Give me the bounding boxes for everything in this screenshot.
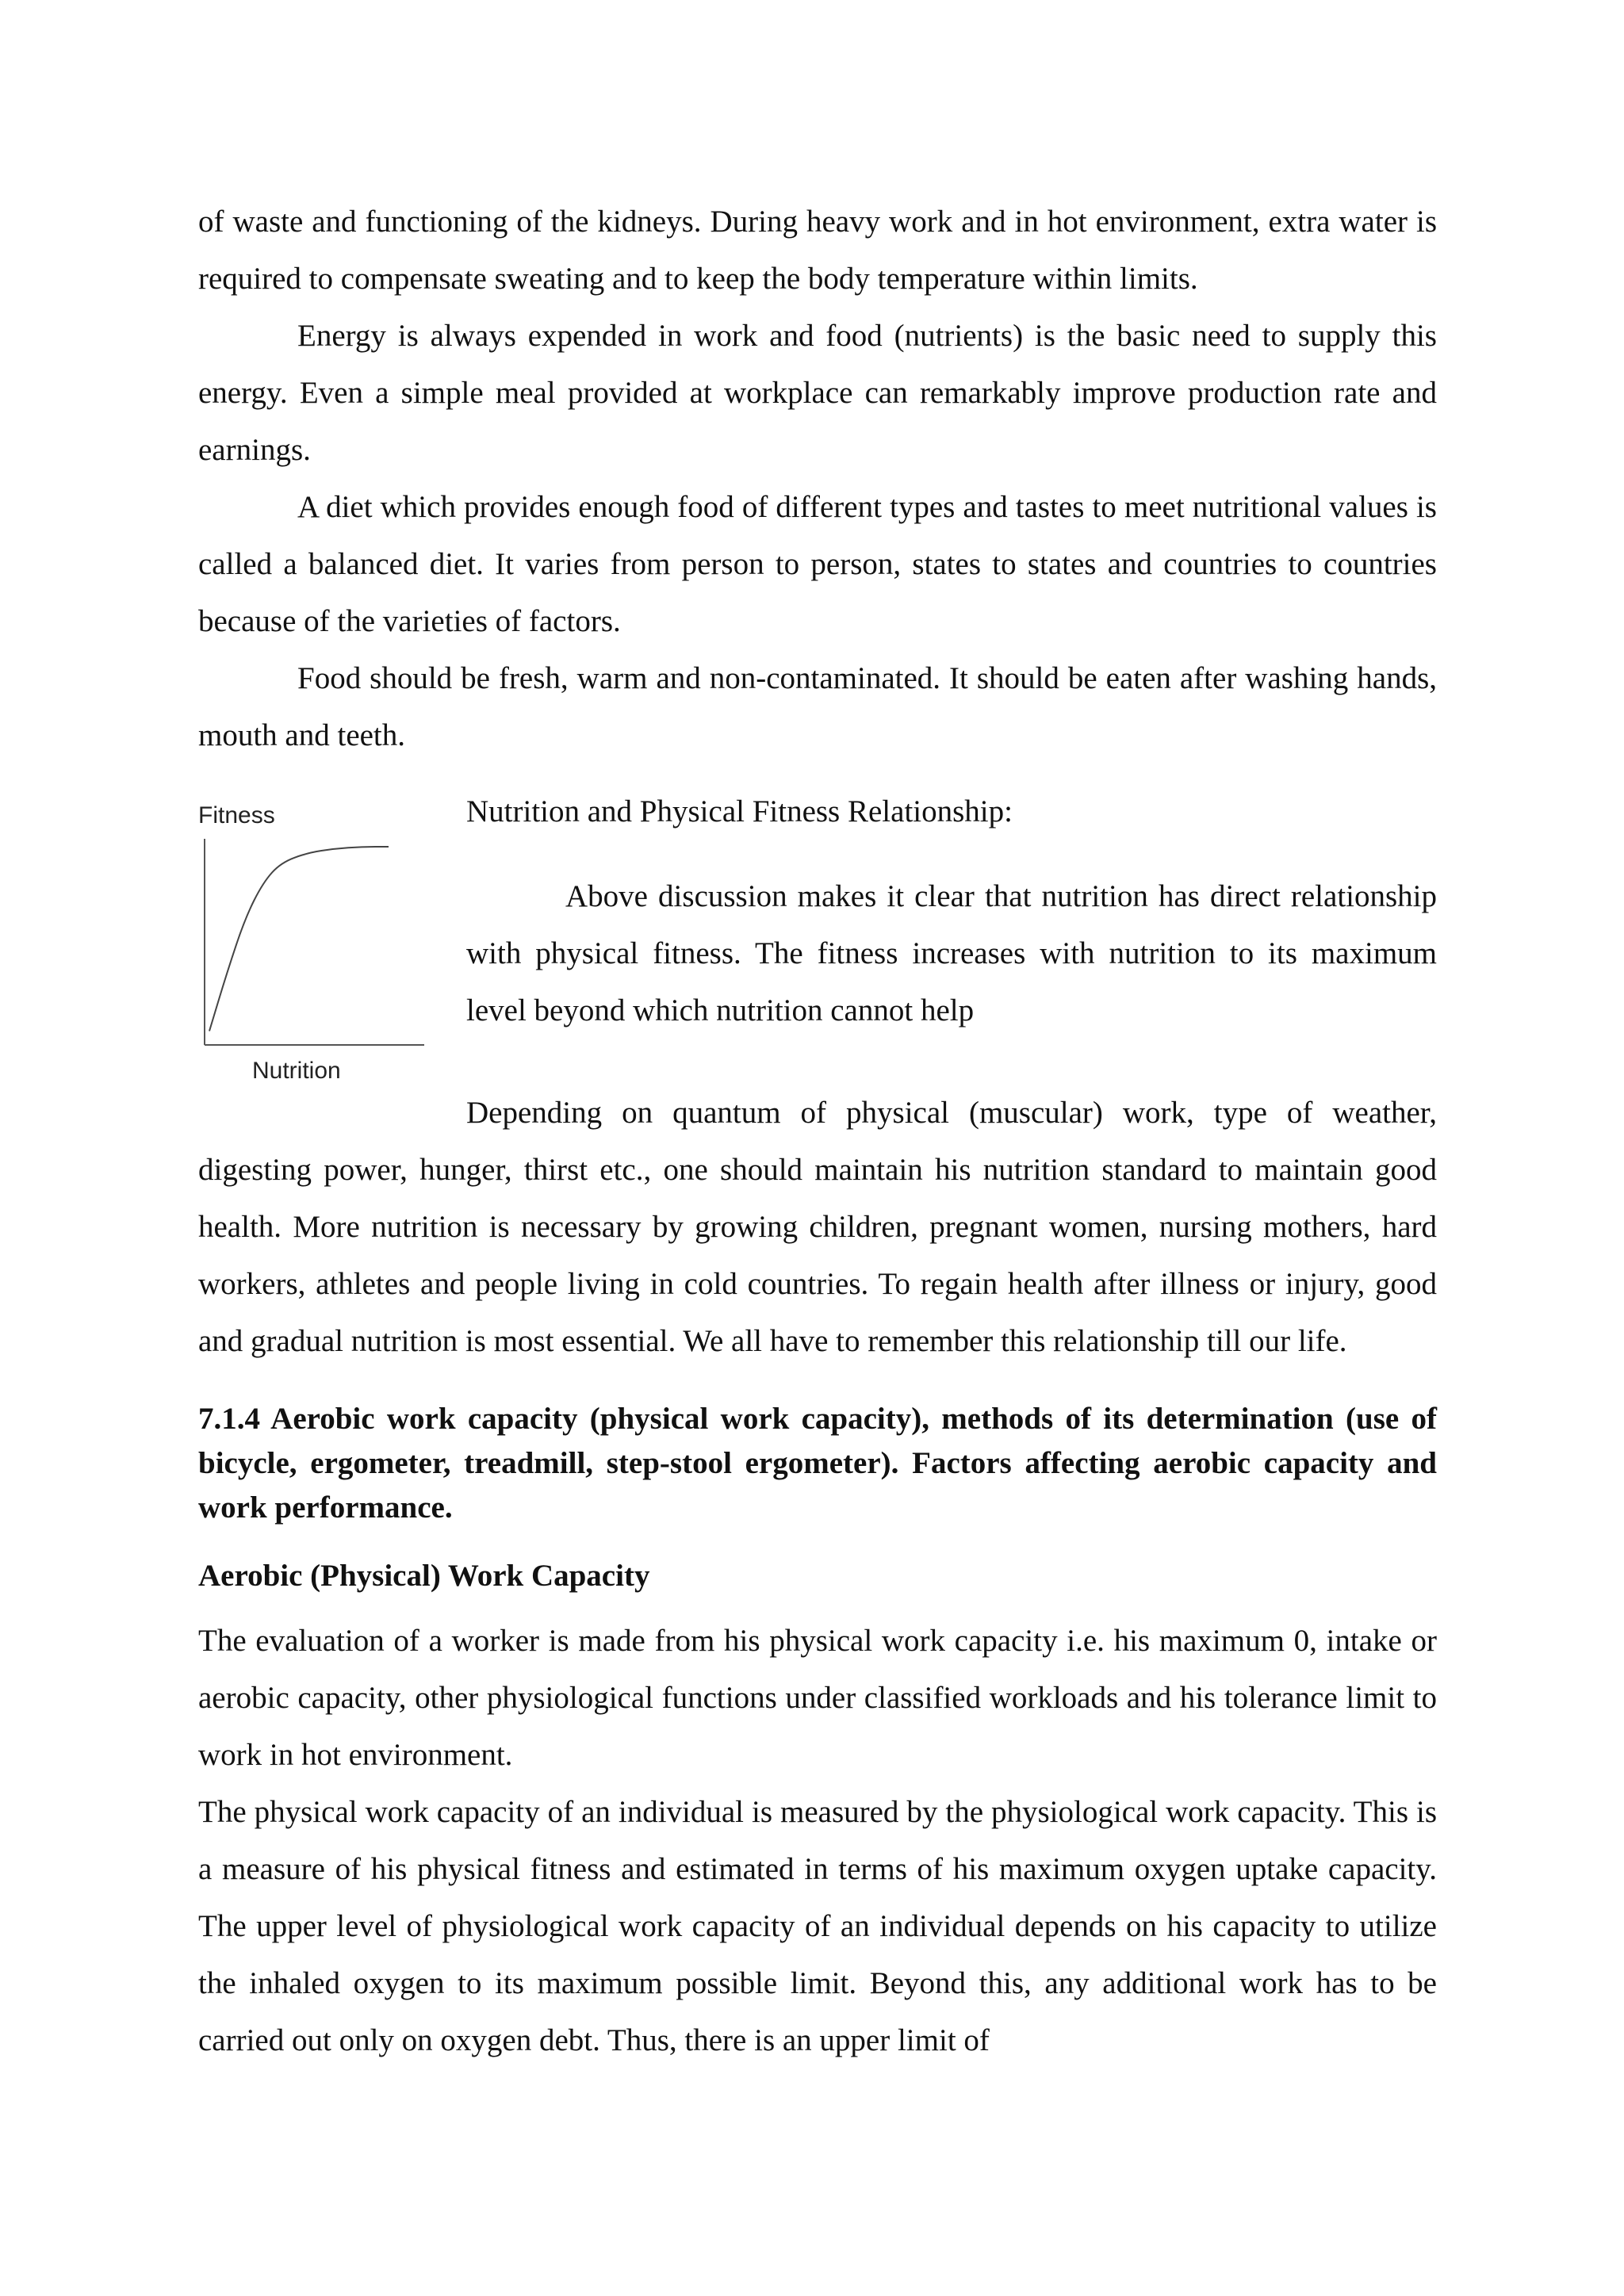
figure-row: [198, 783, 1437, 1085]
x-axis-label: Nutrition: [252, 1058, 341, 1084]
paragraph-food-fresh: Food should be fresh, warm and non-contaminated. It should be eaten after washing hands, mouth and teeth.: [198, 661, 1437, 752]
paragraph-energy: Energy is always expended in work and food (nutrients) is the basic need to supply this energy. Even a simple meal provided at workplace can remarkably improve production rate and earnings.: [198, 319, 1437, 467]
section-side-paragraph: Above discussion makes it clear that nutrition has direct relationship with physical fitness. The fitness increases with nutrition to its maximum level beyond which nutrition cannot help: [466, 879, 1437, 1027]
paragraph-after-figure: [198, 1085, 1437, 1370]
side-text-block: [466, 783, 1437, 1039]
fitness-curve: [209, 847, 389, 1031]
paragraph-balanced-diet: A diet which provides enough food of different types and tastes to meet nutritional values is called a balanced diet. It varies from person to person, states to states and countries to countries because of the varieties of factors.: [198, 490, 1437, 638]
section-heading-7-1-4: 7.1.4 Aerobic work capacity (physical work capacity), methods of its determination (use of bicycle, ergometer, treadmill, step-stool ergometer). Factors affecting aerobic capacity and work performance.: [198, 1402, 1437, 1525]
nutrition-fitness-figure: [198, 783, 436, 1085]
paragraph-waste-kidneys: of waste and functioning of the kidneys. During heavy work and in hot environment, extra water is required to compensate sweating and to keep the body temperature within limits.: [198, 205, 1437, 296]
document-page: [198, 193, 1437, 2069]
paragraph-after-figure-text: Depending on quantum of physical (muscular) work, type of weather, digesting power, hunger, thirst etc., one should maintain his nutrition standard to maintain good health. More nutrition is necessary by growing children, pregnant women, nursing mothers, hard workers, athletes and people living in cold countries. To regain health after illness or injury, good and gradual nutrition is most essential. We all have to remember this relationship till our life.: [198, 1096, 1437, 1358]
subheading-aerobic-capacity: Aerobic (Physical) Work Capacity: [198, 1559, 650, 1593]
paragraph-evaluation: The evaluation of a worker is made from his physical work capacity i.e. his maximum 0, intake or aerobic capacity, other physiological functions under classified workloads and his tolerance limit to work in hot environment.: [198, 1624, 1437, 1772]
section-side-title: Nutrition and Physical Fitness Relationship:: [466, 794, 1013, 828]
y-axis-label: Fitness: [198, 802, 275, 828]
nutrition-fitness-chart: [198, 783, 436, 1085]
paragraph-physical-work-capacity: The physical work capacity of an individual is measured by the physiological work capacity. This is a measure of his physical fitness and estimated in terms of his maximum oxygen uptake capacity. The upper level of physiological work capacity of an individual depends on his capacity to utilize the inhaled oxygen to its maximum possible limit. Beyond this, any additional work has to be carried out only on oxygen debt. Thus, there is an upper limit of: [198, 1795, 1437, 2057]
